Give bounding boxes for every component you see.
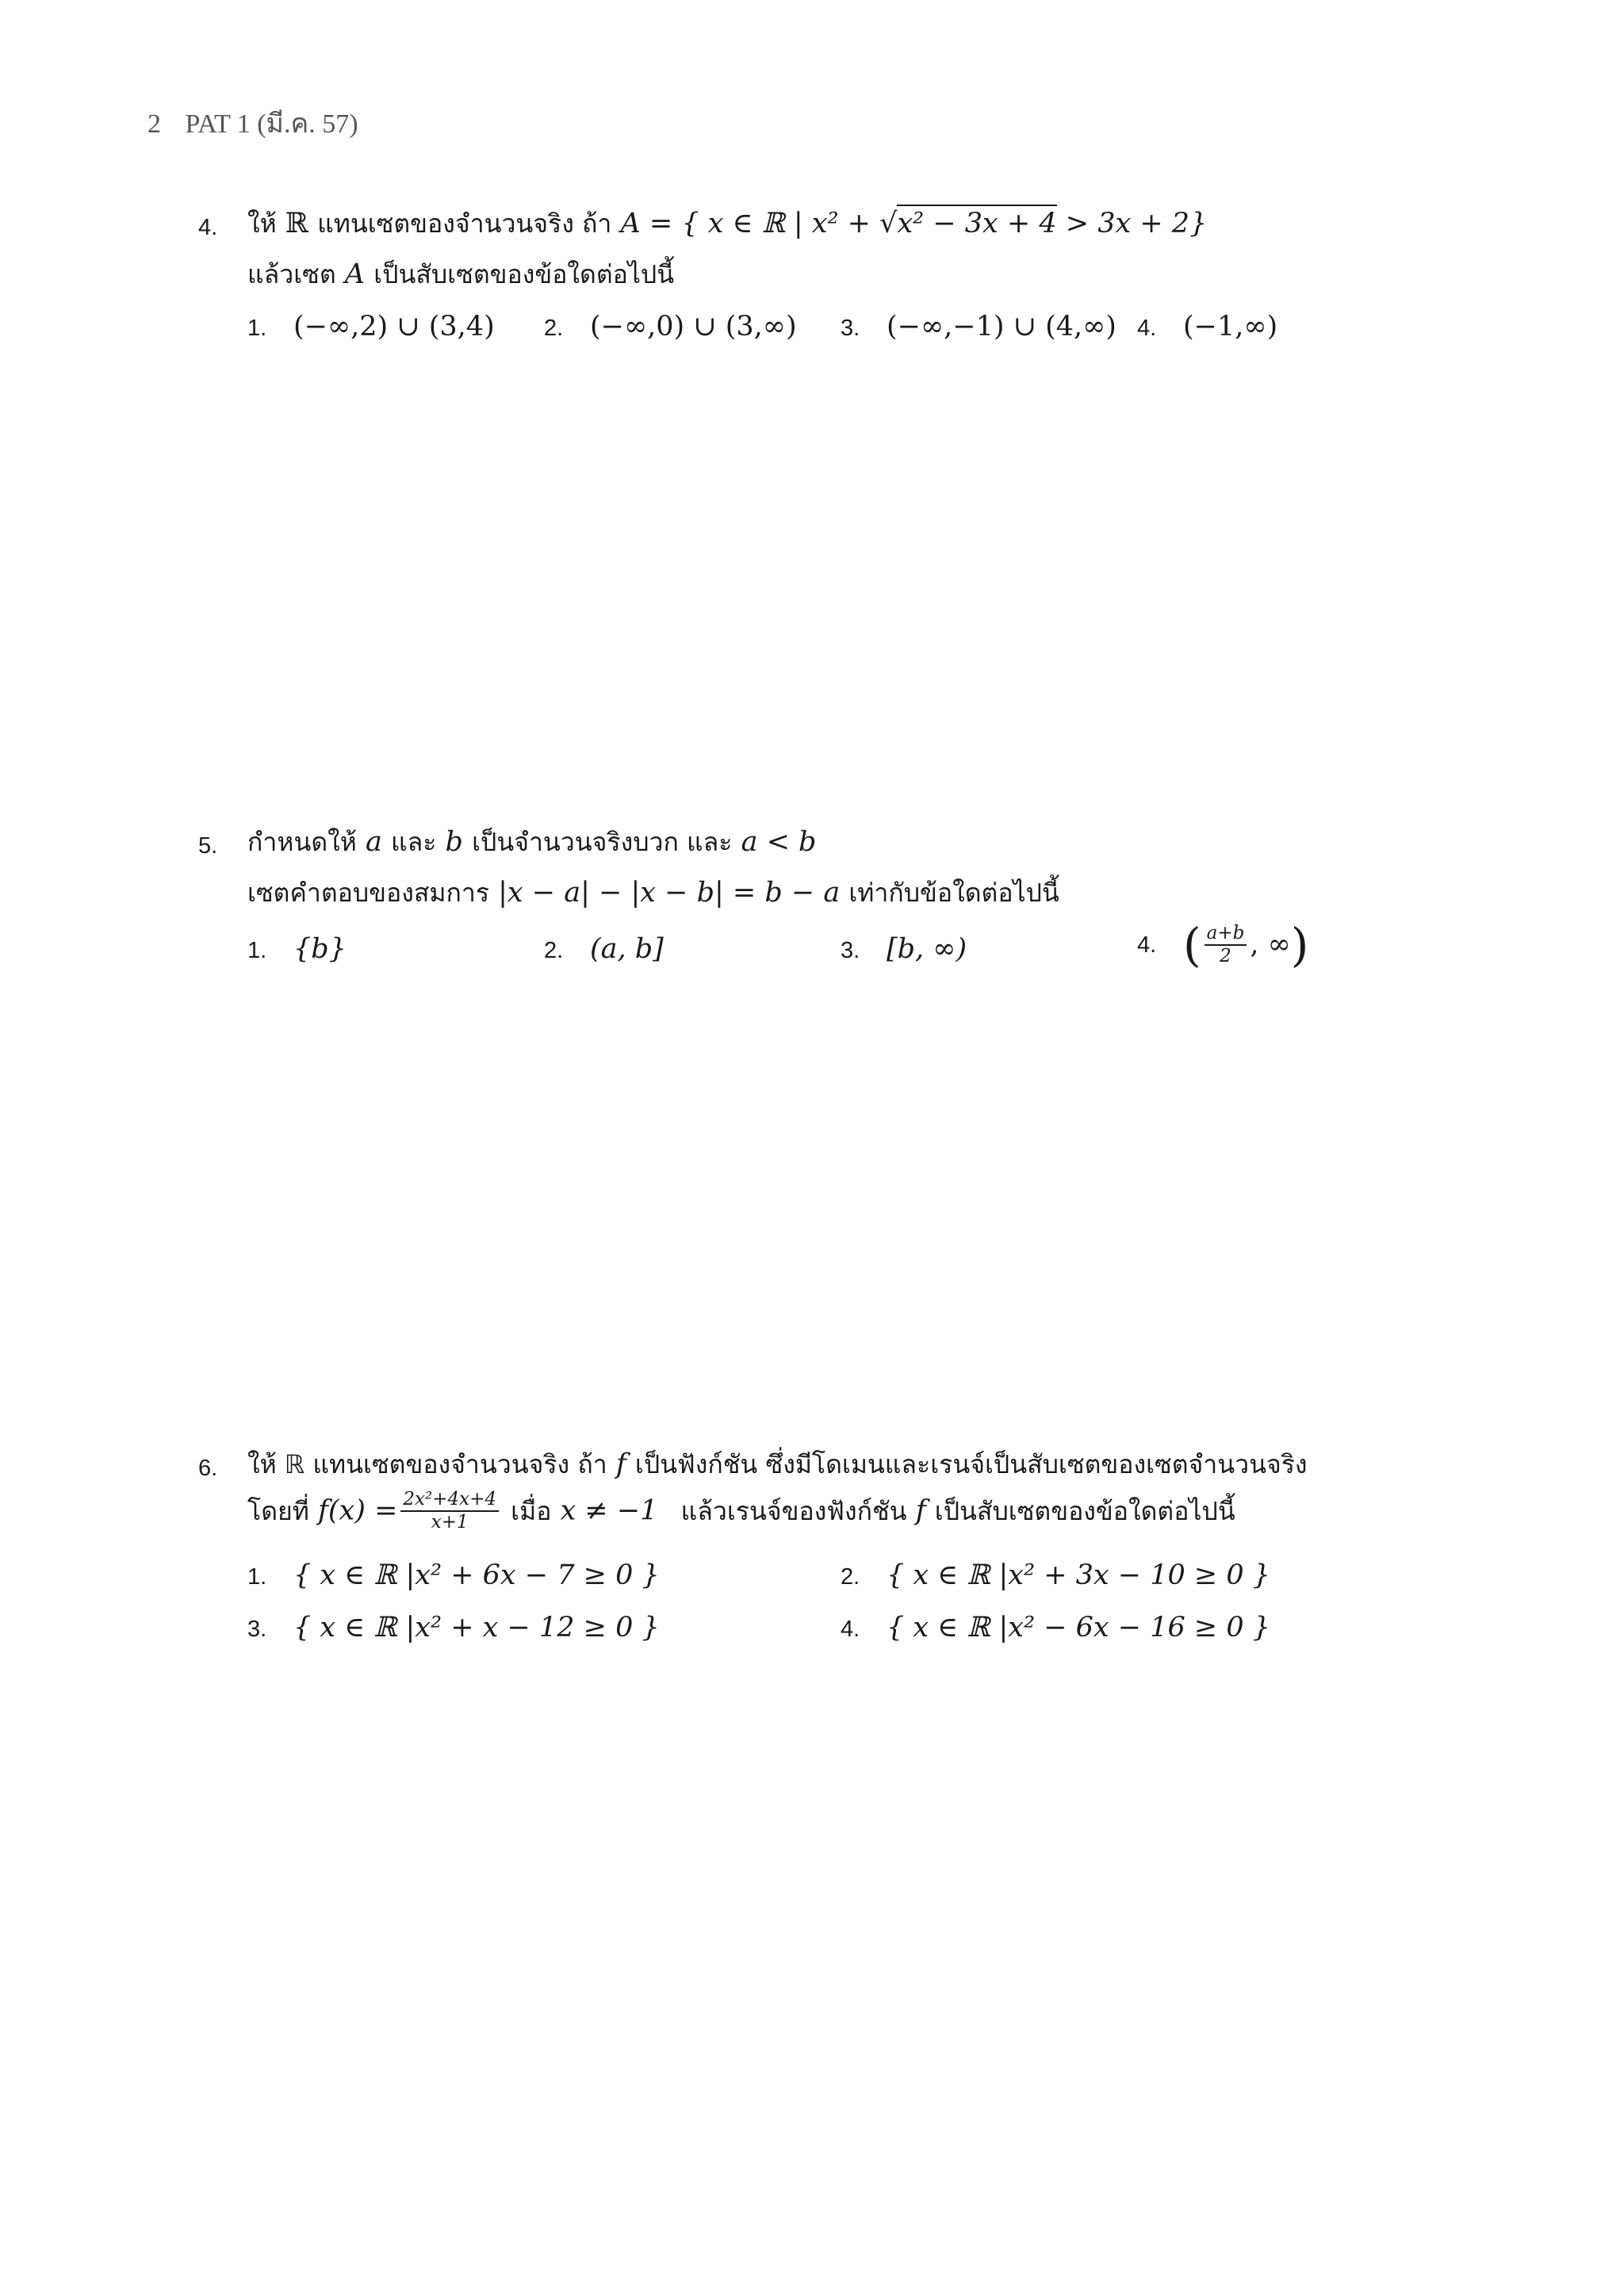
choice-2[interactable]: 2. (−∞,0) ∪ (3,∞) — [544, 311, 797, 342]
choice-1[interactable]: 1. {b} — [247, 933, 347, 965]
fraction: $\frac{\text{2x²+4x+4}}{x+1}$ — [400, 1490, 499, 1532]
question-stem-line-2: เซตคำตอบของสมการ |x − a| − |x − b| = b − a เท่ากับข้อใดต่อไปนี้ — [247, 877, 1059, 909]
choice-4[interactable]: 4. ( $\frac{a+b}{2}$ , ∞) — [1137, 918, 1309, 972]
exam-title: PAT 1 (มี.ค. 57) — [185, 109, 358, 139]
page-number: 2 — [147, 109, 161, 139]
question-stem-line-1: กำหนดให้ a และ b เป็นจำนวนจริงบวก และ a < b — [247, 826, 817, 858]
question-number: 4. — [198, 215, 218, 240]
choice-1[interactable]: 1. { x ∈ ℝ |x² + 6x − 7 ≥ 0 } — [247, 1559, 660, 1591]
choice-3[interactable]: 3. (−∞,−1) ∪ (4,∞) — [841, 311, 1116, 342]
question-stem-line-1: ให้ ℝ แทนเซตของจำนวนจริง ถ้า f เป็นฟังก์ชัน ซึ่งมีโดเมนและเรนจ์เป็นสับเซตของเซตจำนวนจริง — [247, 1448, 1308, 1480]
choice-2[interactable]: 2. (a, b] — [544, 933, 664, 965]
choice-1[interactable]: 1. (−∞,2) ∪ (3,4) — [247, 311, 495, 342]
choice-4[interactable]: 4. { x ∈ ℝ |x² − 6x − 16 ≥ 0 } — [841, 1612, 1271, 1644]
question-number: 5. — [198, 833, 218, 859]
choice-3[interactable]: 3. [b, ∞) — [841, 933, 967, 965]
choice-4[interactable]: 4. (−1,∞) — [1137, 311, 1278, 342]
choice-3[interactable]: 3. { x ∈ ℝ |x² + x − 12 ≥ 0 } — [247, 1612, 660, 1644]
question-stem-line-2: แล้วเซต A เป็นสับเซตของข้อใดต่อไปนี้ — [247, 258, 675, 290]
fraction: $\frac{a+b}{2}$ — [1205, 924, 1247, 966]
page-header — [147, 101, 376, 144]
question-stem-line-1: ให้ ℝ แทนเซตของจำนวนจริง ถ้า A = { x ∈ ℝ | x² + √x² − 3x + 4 > 3x + 2} — [247, 210, 1207, 238]
choice-2[interactable]: 2. { x ∈ ℝ |x² + 3x − 10 ≥ 0 } — [841, 1559, 1271, 1591]
question-stem-line-2: โดยที่ f(x) = $\frac{\text{2x²+4x+4}}{x+1}$ เมื่อ x ≠ −1 แล้วเรนจ์ของฟังก์ชัน f เป็นสับเซตของข้อใดต่อไปนี้ — [247, 1489, 1235, 1533]
question-number: 6. — [198, 1456, 218, 1481]
